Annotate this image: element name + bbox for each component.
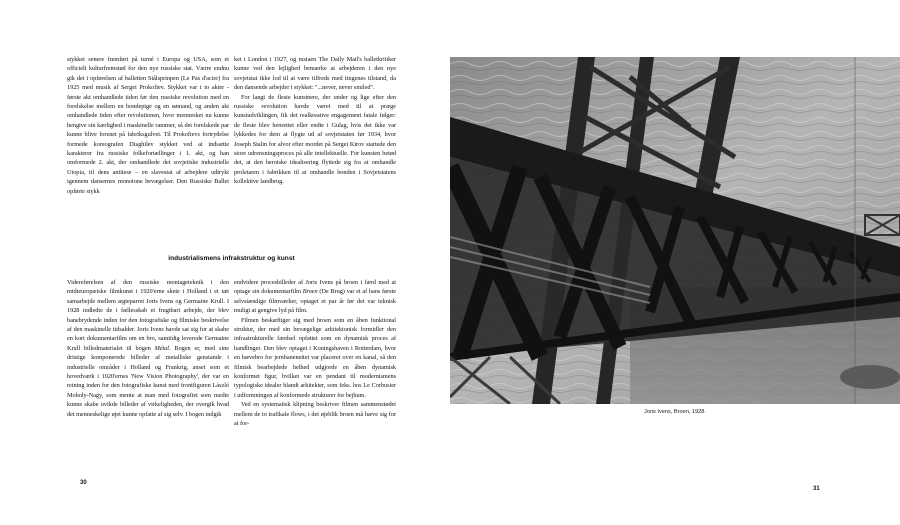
page-number-left: 30	[80, 480, 87, 486]
bridge-photo-illustration	[450, 57, 900, 404]
section-heading: industrialismens infrakstruktur og kunst	[168, 255, 295, 262]
paragraph: stykket senere fremført på turné i Europa og USA, som et officielt kulturfremstød for den nye russiske stat. Værre endnu gik det i opførelsen af balletten Stålsprinpen (Le Pas d'acier) fra 1925 med musik af Sergei Prokofiev. Stykket var i to akter - første akt omhandlede tiden før den russiske revolution med en forelskelse mellem en bondepige og en sømand, og anden akt omhandlede tiden efter revolutionen, hvor mennesket nu kunne hengive sin kærlighed i maskinelle rammer, så det forelskede par kunne blive forenet på fabriksgulvet. Til Prokofievs fortrydelse formede koreografen Diaghilev stykket ved at indsætte karakterer fra russiske folkefortællinger i 1. akt, og han omformede 2. akt, der omhandlede det sovjetiske industrielle Utopia, til dens antitese – en slavestat af arbejdere udtrykt igennem dansernes monotone bevægelser. Den Russiske Ballet opførte stykk	[67, 56, 229, 195]
paragraph: ket i London i 1927, og msiaen The Daily Mail's balletkritiker kunne ved den lejlighed bemærke at arbejderen i den nye sovjetstat ikke lod til at være tilfreds med tingenes tilstand, da den dansende arbejder i stykket: "...never, never smiled".	[234, 56, 396, 92]
text-column-right-top	[234, 55, 396, 187]
text-column-right-bottom	[234, 278, 396, 429]
paragraph: For langt de fleste kunstnere, der under og lige efter den russiske revolution havde været med til at præge kunstudviklingen, fik det realkreative engagement fatale følger: de fleste blev henrettet eller endte i Gulag, hvis det ikke var lykkedes for dem at flygte ud af sovjetstaten før 1934, hvor Joseph Stalin for alvor efter mordet på Sergei Kirov startede den store udrensningsproces på alle intellektuelle. For kunsten betød det, at den heroiske idealisering flyttede sig fra at omhandle proletaren i fabrikken til at omhandle bonden i Sovjetstatens kollektive landbrug.	[234, 93, 396, 186]
blur-shadow	[840, 365, 900, 389]
paragraph: Filmen beskæftiger sig med broen som en åben funktional struktur, der med sin bevægelige arkitektonisk formidler den infrastrukturelle færdsel opfattet som en dynamisk proces af handlinger. Den blev optaget i Koningshaven i Rotterdam, hvor en hævebro for jernbanenettet var placeret over en kanal, så den filmisk bearbejdede helhed udgjorde en åben dynamisk konformet figur, hvilket var en pendant til modernismens typologiske idealer blandt arkitekter, som feks. hos Le Corbusier i udformningen af konformede strukturer for bejhum.	[234, 316, 396, 399]
text-column-left-bottom	[67, 278, 229, 419]
paragraph: Ved en systematisk klipning beskriver filmen sammenstødet mellem de to trafikale flows, i det øjeblik broen må hæve sig for at for-	[234, 401, 396, 428]
page-number-right: 31	[813, 486, 820, 492]
paragraph: endvidere procesbilleder af Joris Ivens på broen i færd med at optage sin dokumentarfilm Broen (De Brug) var et af hans første selvstændige filmværker, optaget et par år før det var teknisk muligt at gengive lyd på film.	[234, 279, 396, 315]
italic-title: Broen	[302, 288, 318, 296]
bridge-photo	[450, 57, 900, 404]
paragraph: Videreførelsen af den russiske montageteknik i den midteuropæiske filmkunst i 1920'erne skete i Holland i et tæt samarbejde mellem ægteparret Joris Ivens og Germaine Krull. I 1928 indledte de i fællesskab et frugtbart arbejde, der blev banebrydende inden for den fotografiske og filmiske beskrivelse af den maskinelle tidsalder. Joris Ivens havde sat sig for at skabe en kort dokumentarfilm om en bro, samtidig leverede Germaine Krull billedmaterialet til bogen Métal. Bogen er, med sine dristige komponerede billeder af metalliske genstande i industrielle områder i Holland og Frankrig, anset som et hovedværk i 1920'ernes 'New Vision Photography', der var en retning inden for den fotografiske kunst med frontfiguren László Moholy-Nagy, som mente at man med fotografiet som medie kunne skabe uvikde billeder af virkeligheden, der overgik hvad det menneskelige øjet kunne opfatte af sig selv. I bogen indgik	[67, 279, 229, 418]
italic-title: Métal	[154, 344, 170, 352]
text-column-left-top	[67, 55, 229, 196]
photo-caption: Joris Ivens, Broen, 1928.	[644, 409, 706, 415]
